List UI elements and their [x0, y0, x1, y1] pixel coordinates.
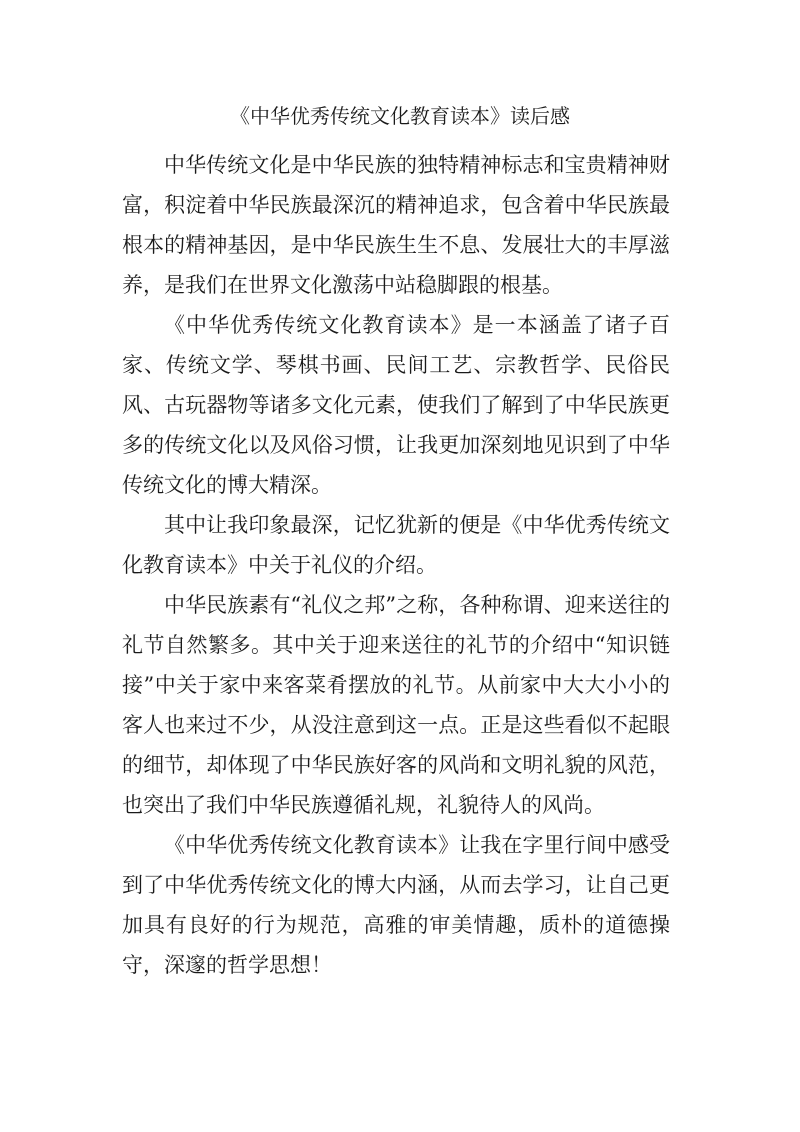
paragraph-1: 中华传统文化是中华民族的独特精神标志和宝贵精神财富，积淀着中华民族最深沉的精神追求，包含着中华民族最根本的精神基因，是中华民族生生不息、发展壮大的丰厚滋养，是我们在世界文化激荡中站稳脚跟的根基。: [122, 153, 670, 297]
paragraph-5: 《中华优秀传统文化教育读本》让我在字里行间中感受到了中华优秀传统文化的博大内涵，从而去学习，让自己更加具有良好的行为规范，高雅的审美情趣，质朴的道德操守，深邃的哲学思想！: [122, 833, 670, 977]
paragraph-2: 《中华优秀传统文化教育读本》是一本涵盖了诸子百家、传统文学、琴棋书画、民间工艺、宗教哲学、民俗民风、古玩器物等诸多文化元素，使我们了解到了中华民族更多的传统文化以及风俗习惯，让我更加深刻地见识到了中华传统文化的博大精深。: [122, 313, 670, 497]
paragraph-3: 其中让我印象最深，记忆犹新的便是《中华优秀传统文化教育读本》中关于礼仪的介绍。: [122, 513, 670, 577]
document-body: [122, 145, 670, 985]
paragraph-4: 中华民族素有“礼仪之邦”之称，各种称谓、迎来送往的礼节自然繁多。其中关于迎来送往的礼节的介绍中“知识链接”中关于家中来客菜肴摆放的礼节。从前家中大大小小的客人也来过不少，从没注意到这一点。正是这些看似不起眼的细节，却体现了中华民族好客的风尚和文明礼貌的风范，也突出了我们中华民族遵循礼规，礼貌待人的风尚。: [122, 593, 670, 817]
document-title: 《中华优秀传统文化教育读本》读后感: [230, 104, 570, 128]
